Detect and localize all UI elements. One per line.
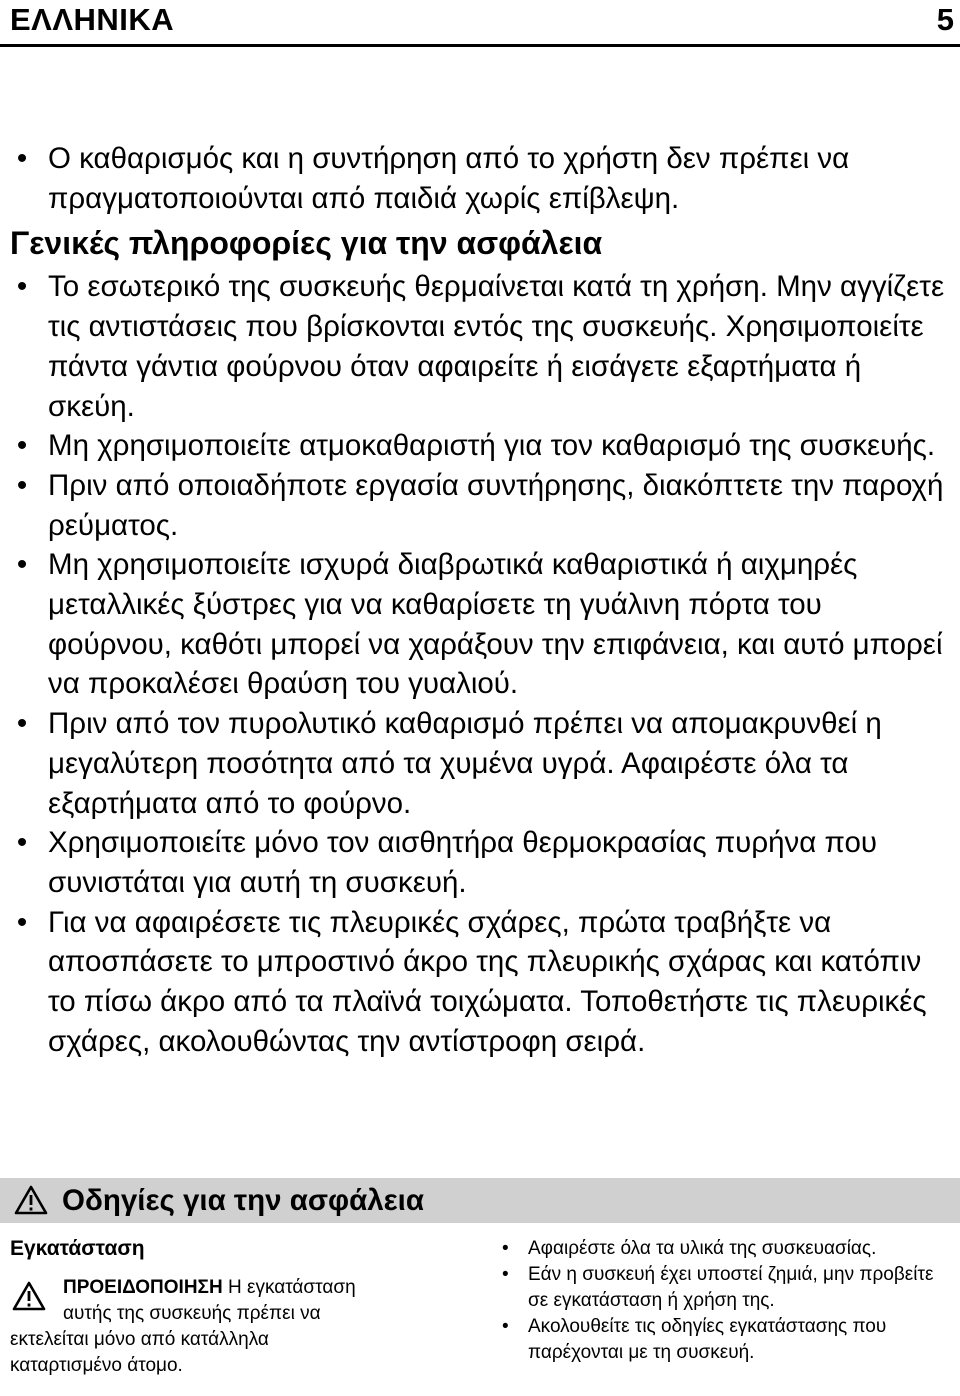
list-item-text: Πριν από τον πυρολυτικό καθαρισμό πρέπει να απομακρυνθεί η μεγαλύτερη ποσότητα από τα χυμένα υγρά. Αφαιρέστε όλα τα εξαρτήματα από το φούρνο. xyxy=(48,707,882,820)
warning-text: Η εγκατάσταση xyxy=(227,1277,356,1298)
installation-bullets-column xyxy=(498,1236,948,1366)
warning-label: ΠΡΟΕΙΔΟΠΟΙΗΣΗ xyxy=(63,1277,223,1298)
bullet-icon: • xyxy=(16,429,28,463)
list-item xyxy=(10,823,950,902)
list-item-text: Πριν από οποιαδήποτε εργασία συντήρησης, διακόπτετε την παροχή ρεύματος. xyxy=(48,468,944,542)
general-safety-list xyxy=(10,267,950,1061)
list-item-text: Αφαιρέστε όλα τα υλικά της συσκευασίας. xyxy=(528,1238,877,1259)
bullet-icon: • xyxy=(16,905,28,939)
safety-instructions-banner xyxy=(0,1178,960,1223)
safety-section-title: Οδηγίες για την ασφάλεια xyxy=(62,1184,425,1217)
bullet-icon: • xyxy=(16,707,28,741)
list-item-text: Μη χρησιμοποιείτε ατμοκαθαριστή για τον καθαρισμό της συσκευής. xyxy=(48,429,936,463)
bullet-icon: • xyxy=(16,548,28,582)
warning-triangle-icon xyxy=(12,1281,46,1311)
bullet-icon: • xyxy=(16,142,28,175)
installation-list xyxy=(498,1236,948,1366)
bullet-icon: • xyxy=(16,270,28,304)
page-number: 5 xyxy=(936,2,954,37)
list-item-text: Το εσωτερικό της συσκευής θερμαίνεται κατά τη χρήση. Μην αγγίζετε τις αντιστάσεις που βρίσκονται εντός της συσκευής. Χρησιμοποιείτε πάντα γάντια φούρνου όταν αφαιρείτε ή εισάγετε εξαρτήματα ή σκεύη. xyxy=(48,270,945,423)
list-item xyxy=(498,1262,948,1314)
bullet-icon: • xyxy=(502,1238,509,1259)
bullet-icon: • xyxy=(16,468,28,502)
list-item xyxy=(10,267,950,426)
warning-line xyxy=(10,1275,470,1301)
list-item xyxy=(498,1236,948,1262)
header-divider xyxy=(0,44,960,47)
installation-heading: Εγκατάσταση xyxy=(10,1237,145,1260)
installation-column xyxy=(10,1236,470,1379)
list-item-text: Μη χρησιμοποιείτε ισχυρά διαβρωτικά καθαριστικά ή αιχμηρές μεταλλικές ξύστρες για να καθαρίσετε τη γυάλινη πόρτα του φούρνου, καθότι μπορεί να χαράξουν την επιφάνεια, και αυτό μπορεί να προκαλέσει θραύση του γυαλιού. xyxy=(48,548,943,701)
list-item xyxy=(10,139,950,218)
header-language: ΕΛΛΗΝΙΚΑ xyxy=(10,2,175,37)
list-item xyxy=(498,1314,948,1366)
list-item xyxy=(10,704,950,823)
bullet-icon: • xyxy=(16,826,28,860)
main-content xyxy=(10,139,950,1061)
list-item-text: Για να αφαιρέσετε τις πλευρικές σχάρες, πρώτα τραβήξτε να αποσπάσετε το μπροστινό άκρο της πλευρικής σχάρας και κατόπιν το πίσω άκρο από τα πλαϊνά τοιχώματα. Τοποθετήστε τις πλευρικές σχάρες, ακολουθώντας την αντίστροφη σειρά. xyxy=(48,905,927,1058)
list-item-text: Ακολουθείτε τις οδηγίες εγκατάστασης που παρέχονται με τη συσκευή. xyxy=(528,1316,887,1363)
section-title-general-safety: Γενικές πληροφορίες για την ασφάλεια xyxy=(10,225,603,262)
intro-list xyxy=(10,139,950,218)
list-item xyxy=(10,426,950,466)
bullet-icon: • xyxy=(502,1316,509,1337)
list-item-text: Χρησιμοποιείτε μόνο τον αισθητήρα θερμοκρασίας πυρήνα που συνιστάται για αυτή τη συσκευή. xyxy=(48,826,877,899)
list-item-text: Εάν η συσκευή έχει υποστεί ζημιά, μην προβείτε σε εγκατάσταση ή χρήση της. xyxy=(528,1264,934,1311)
list-item xyxy=(10,466,950,545)
warning-triangle-icon xyxy=(14,1185,48,1215)
list-item-text: Ο καθαρισμός και η συντήρηση από το χρήστη δεν πρέπει να πραγματοποιούνται από παιδιά χωρίς επίβλεψη. xyxy=(48,142,850,215)
installation-warning xyxy=(10,1275,470,1379)
list-item xyxy=(10,545,950,704)
bullet-icon: • xyxy=(502,1264,509,1285)
list-item xyxy=(10,903,950,1062)
warning-line: αυτής της συσκευής πρέπει να xyxy=(63,1303,321,1324)
warning-line: εκτελείται μόνο από κατάλληλα xyxy=(10,1329,269,1350)
warning-line: καταρτισμένο άτομο. xyxy=(10,1355,183,1376)
